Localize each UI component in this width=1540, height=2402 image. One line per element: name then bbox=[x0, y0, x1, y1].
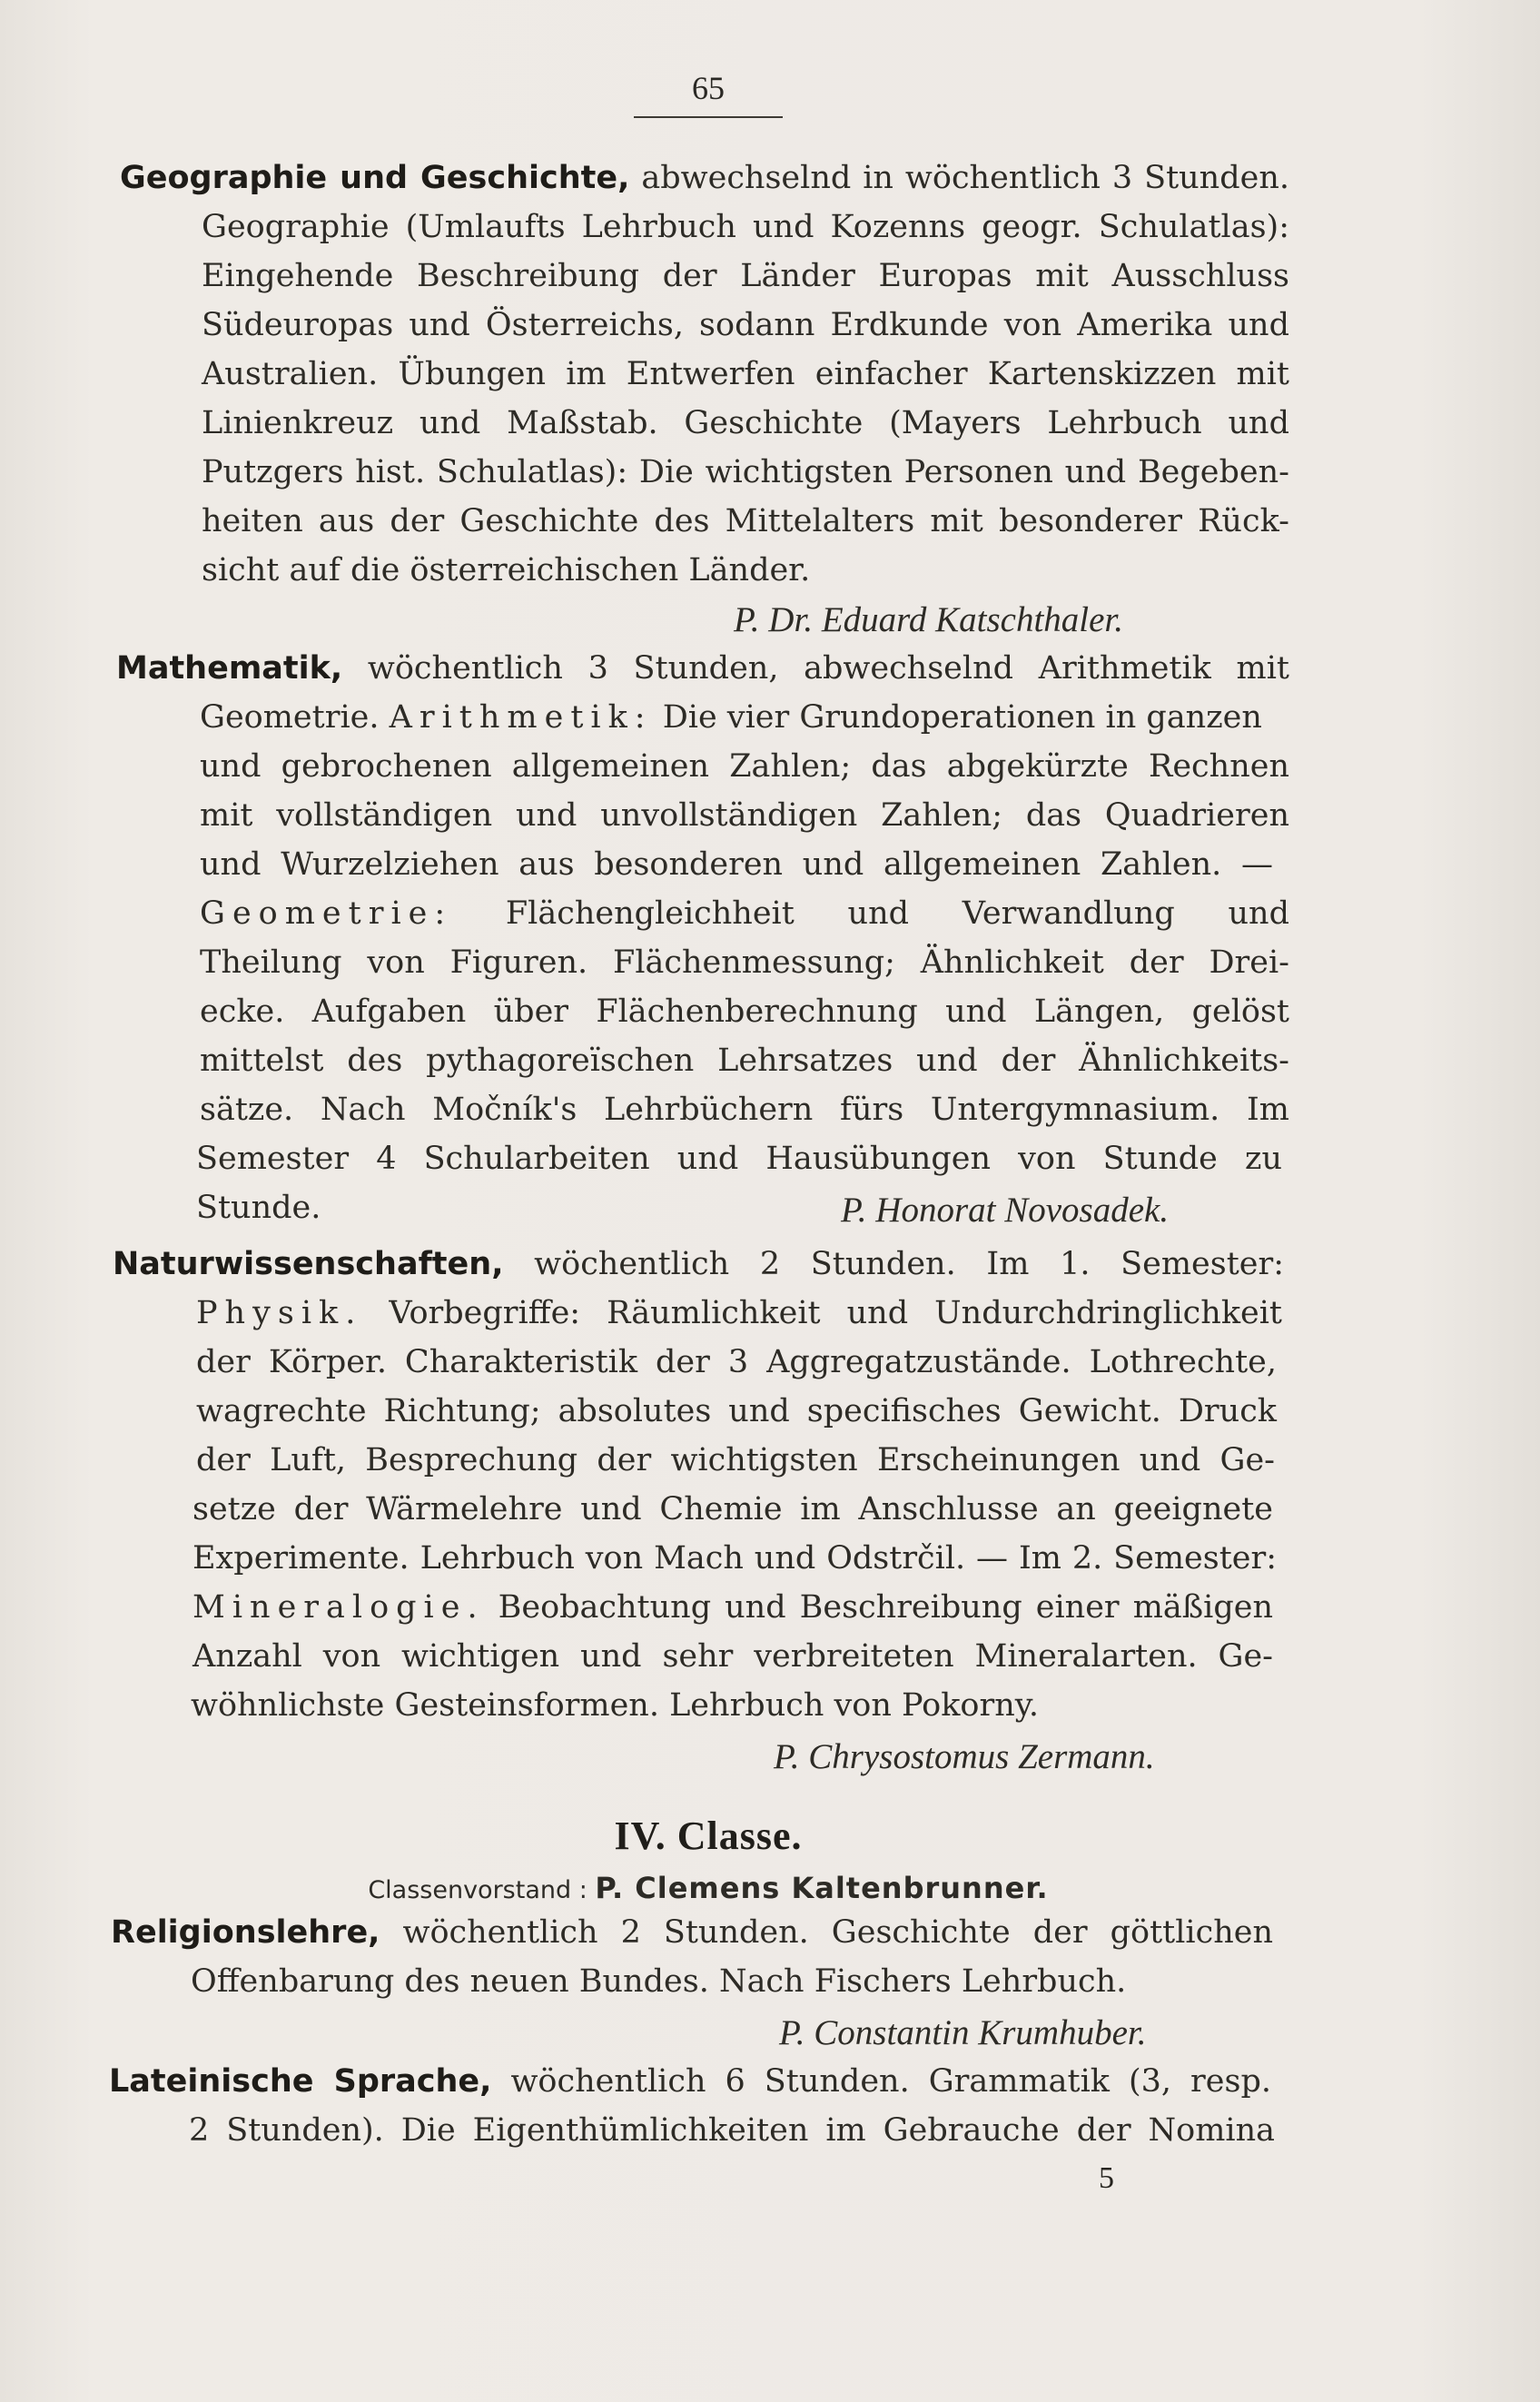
text-line: der Luft, Besprechung der wichtigsten Erscheinungen und Ge- bbox=[196, 1442, 1275, 1478]
text-line: Naturwissenschaften, wöchentlich 2 Stunden. Im 1. Semester: bbox=[113, 1246, 1284, 1282]
text-line: Geographie und Geschichte, abwechselnd in wöchentlich 3 Stunden. bbox=[120, 160, 1289, 196]
text-line: Anzahl von wichtigen und sehr verbreiteten Mineralarten. Ge- bbox=[192, 1638, 1273, 1675]
text-line: Theilung von Figuren. Flächenmessung; Ähnlichkeit der Drei- bbox=[200, 944, 1289, 981]
class-heading: IV. Classe. bbox=[614, 1814, 803, 1858]
text-line: 2 Stunden). Die Eigenthümlichkeiten im Gebrauche der Nomina bbox=[189, 2112, 1275, 2149]
text-line: setze der Wärmelehre und Chemie im Anschlusse an geeignete bbox=[192, 1491, 1273, 1527]
text-line: wöhnlichste Gesteinsformen. Lehrbuch von Pokorny. bbox=[191, 1687, 1040, 1724]
text-line: wagrechte Richtung; absolutes und specifisches Gewicht. Druck bbox=[196, 1393, 1277, 1429]
text-line: Physik. Vorbegriffe: Räumlichkeit und Undurchdringlichkeit bbox=[196, 1295, 1282, 1331]
text-line: mit vollständigen und unvollständigen Zahlen; das Quadrieren bbox=[200, 797, 1289, 834]
text-line: Stunde. bbox=[196, 1190, 321, 1226]
page-number-rule bbox=[634, 116, 783, 118]
text-line: Semester 4 Schularbeiten und Hausübungen von Stunde zu bbox=[196, 1141, 1282, 1177]
text-line: Geometrie: Flächengleichheit und Verwandlung und bbox=[200, 895, 1289, 932]
text-line: und Wurzelziehen aus besonderen und allgemeinen Zahlen. — bbox=[200, 846, 1273, 883]
teacher-signature: P. Constantin Krumhuber. bbox=[779, 2013, 1147, 2052]
text-line: Geographie (Umlaufts Lehrbuch und Kozenns geogr. Schulatlas): bbox=[202, 209, 1289, 245]
page-number: 65 bbox=[692, 70, 725, 106]
text-line: Mathematik, wöchentlich 3 Stunden, abwechselnd Arithmetik mit bbox=[116, 650, 1289, 687]
teacher-signature: P. Chrysostomus Zermann. bbox=[774, 1737, 1155, 1776]
text-line: Experimente. Lehrbuch von Mach und Odstrčil. — Im 2. Semester: bbox=[192, 1540, 1277, 1577]
text-line: Südeuropas und Österreichs, sodann Erdkunde von Amerika und bbox=[202, 307, 1289, 343]
class-teacher-line: Classenvorstand : P. Clemens Kaltenbrunner. bbox=[368, 1871, 1049, 1905]
text-line: und gebrochenen allgemeinen Zahlen; das abgekürzte Rechnen bbox=[200, 748, 1289, 785]
text-line: der Körper. Charakteristik der 3 Aggregatzustände. Lothrechte, bbox=[196, 1344, 1277, 1380]
text-line: Australien. Übungen im Entwerfen einfacher Kartenskizzen mit bbox=[202, 356, 1289, 392]
text-line: heiten aus der Geschichte des Mittelalters mit besonderer Rück- bbox=[202, 503, 1289, 539]
text-line: Mineralogie. Beobachtung und Beschreibung einer mäßigen bbox=[192, 1589, 1273, 1626]
text-line: Putzgers hist. Schulatlas): Die wichtigsten Personen und Begeben- bbox=[202, 454, 1289, 490]
teacher-signature: P. Honorat Novosadek. bbox=[841, 1191, 1170, 1230]
text-line: sätze. Nach Močník's Lehrbüchern fürs Untergymnasium. Im bbox=[200, 1092, 1289, 1128]
text-line: sicht auf die österreichischen Länder. bbox=[202, 552, 811, 588]
text-line: Eingehende Beschreibung der Länder Europas mit Ausschluss bbox=[202, 258, 1289, 294]
teacher-signature: P. Dr. Eduard Katschthaler. bbox=[734, 600, 1124, 639]
text-line: mittelst des pythagoreïschen Lehrsatzes und der Ähnlichkeits- bbox=[200, 1043, 1289, 1079]
signature-mark: 5 bbox=[1099, 2161, 1114, 2195]
text-line: Geometrie. Arithmetik: Die vier Grundoperationen in ganzen bbox=[200, 699, 1262, 736]
text-line: Linienkreuz und Maßstab. Geschichte (Mayers Lehrbuch und bbox=[202, 405, 1289, 441]
text-line: Religionslehre, wöchentlich 2 Stunden. Geschichte der göttlichen bbox=[111, 1914, 1273, 1951]
text-line: Lateinische Sprache, wöchentlich 6 Stunden. Grammatik (3, resp. bbox=[109, 2063, 1271, 2100]
text-line: ecke. Aufgaben über Flächenberechnung und Längen, gelöst bbox=[200, 993, 1289, 1030]
text-line: Offenbarung des neuen Bundes. Nach Fischers Lehrbuch. bbox=[191, 1963, 1127, 2000]
